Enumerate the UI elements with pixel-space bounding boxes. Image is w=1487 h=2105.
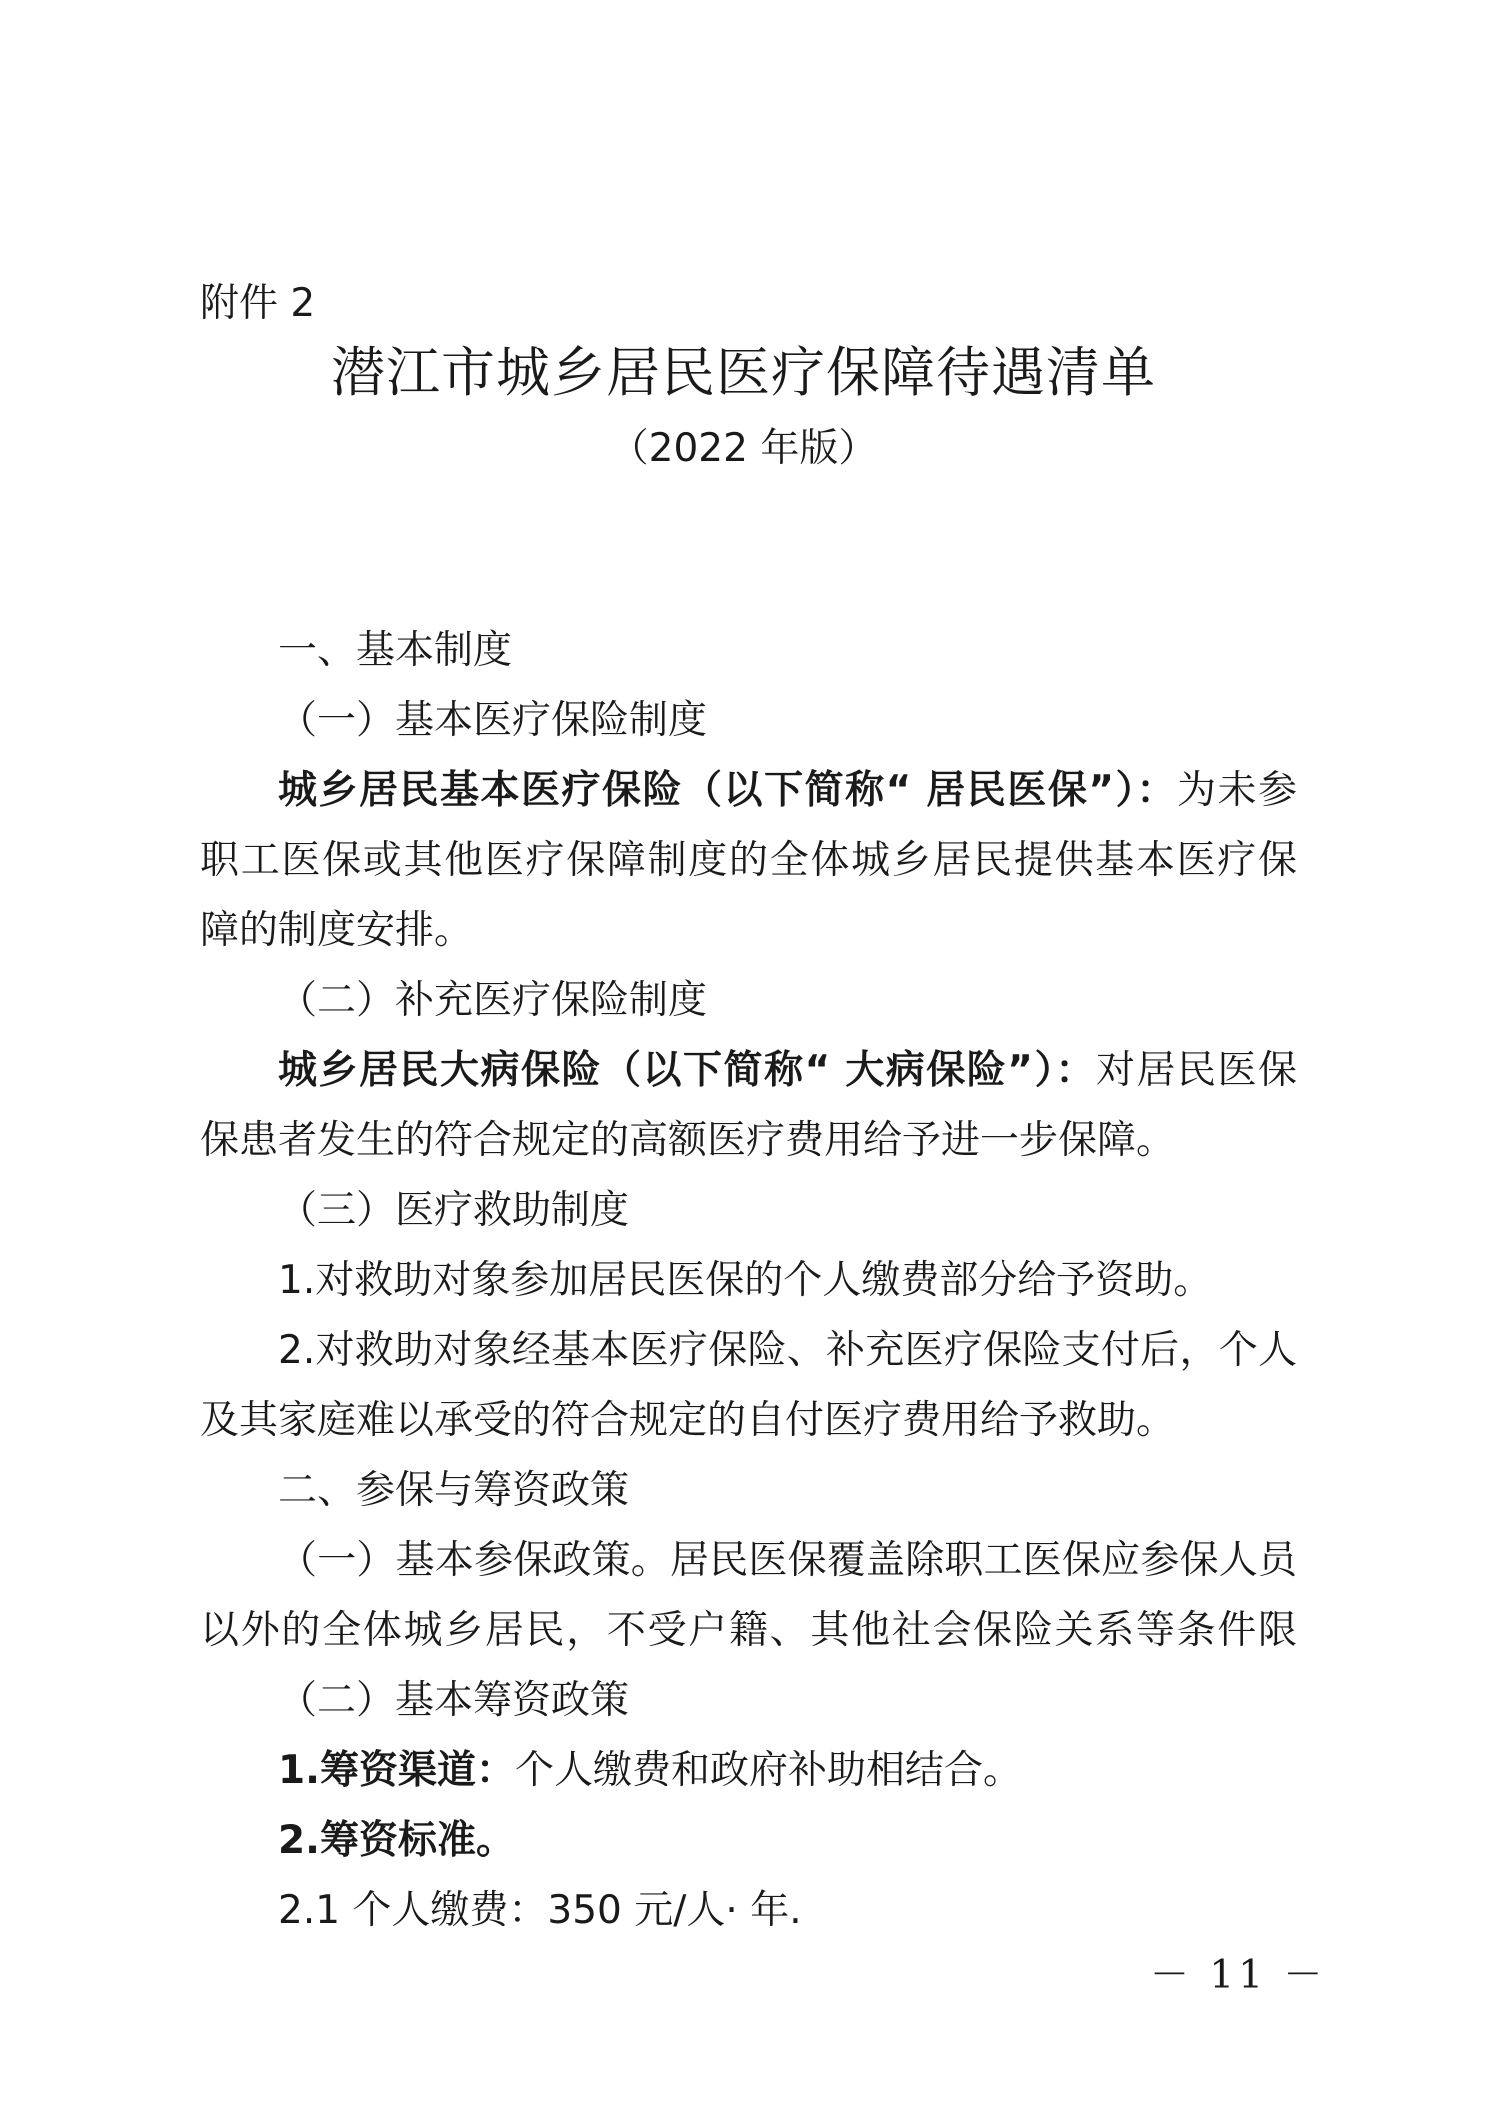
paragraph-line	[278, 1747, 1022, 1795]
paragraph-line: 2.对救助对象经基本医疗保险、补充医疗保险支付后，个人	[278, 1328, 1297, 1373]
attachment-label: 附件 2	[200, 281, 316, 326]
paragraph-line: 障的制度安排。	[200, 908, 474, 953]
subsection-heading-1-2: （二）补充医疗保险制度	[278, 978, 708, 1023]
paragraph-line: 保患者发生的符合规定的高额医疗费用给予进一步保障。	[200, 1118, 1176, 1163]
paragraph-line	[200, 767, 1297, 815]
bold-term: 1.筹资渠道：	[278, 1748, 515, 1793]
paragraph-line: 职工医保或其他医疗保障制度的全体城乡居民提供基本医疗保	[200, 838, 1297, 883]
section-heading-1: 一、基本制度	[278, 628, 513, 673]
bold-term: 2.筹资标准。	[278, 1818, 515, 1863]
paragraph-line	[278, 1817, 515, 1865]
paragraph-text: 对居民医保	[1095, 1048, 1297, 1093]
document-title: 潜江市城乡居民医疗保障待遇清单	[331, 341, 1156, 404]
paragraph-line: 2.1 个人缴费：350 元/人· 年.	[278, 1888, 802, 1933]
subsection-heading-1-1: （一）基本医疗保险制度	[278, 698, 708, 743]
paragraph-line: （一）基本参保政策。居民医保覆盖除职工医保应参保人员	[278, 1538, 1297, 1583]
paragraph-text: 个人缴费和政府补助相结合。	[514, 1748, 1022, 1793]
paragraph-line	[200, 1047, 1297, 1095]
page-number: － 11 －	[1150, 1953, 1327, 1998]
paragraph-text: 为未参	[1176, 768, 1297, 813]
bold-term: 城乡居民基本医疗保险（以下简称“ 居民医保”）：	[278, 768, 1177, 813]
subsection-heading-2-2: （二）基本筹资政策	[278, 1678, 630, 1723]
paragraph-line: 以外的全体城乡居民，不受户籍、其他社会保险关系等条件限	[200, 1608, 1297, 1653]
bold-term: 城乡居民大病保险（以下简称“ 大病保险”）：	[278, 1048, 1096, 1093]
subsection-heading-1-3: （三）医疗救助制度	[278, 1188, 630, 1233]
section-heading-2: 二、参保与筹资政策	[278, 1468, 630, 1513]
document-subtitle: （2022 年版）	[609, 426, 878, 471]
paragraph-line: 1.对救助对象参加居民医保的个人缴费部分给予资助。	[278, 1258, 1213, 1303]
paragraph-line: 及其家庭难以承受的符合规定的自付医疗费用给予救助。	[200, 1398, 1176, 1443]
